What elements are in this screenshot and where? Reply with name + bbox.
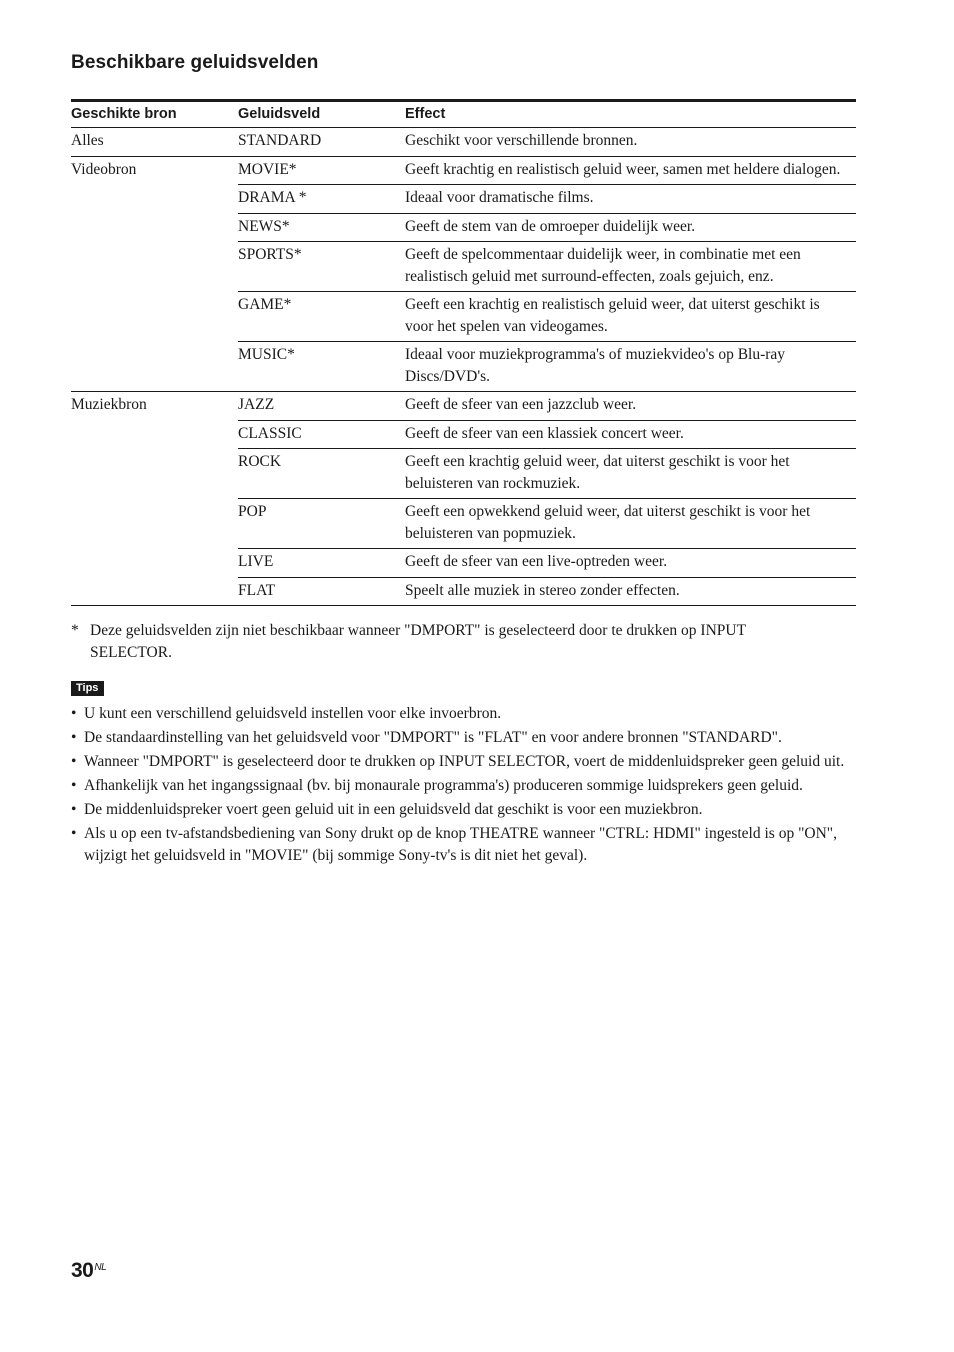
bullet-icon: • [71,705,77,722]
table-row [71,420,856,449]
cell-sound-field: GAME* [238,292,405,342]
tip-item [71,823,861,867]
cell-source [71,292,238,342]
cell-source [71,549,238,578]
cell-source [71,499,238,549]
column-header-source: Geschikte bron [71,101,238,128]
cell-sound-field: MOVIE* [238,156,405,185]
bullet-icon: • [71,825,77,842]
cell-effect: Geeft een krachtig en realistisch geluid weer, dat uiterst geschikt is voor het spelen van videogames. [405,292,856,342]
footnote [71,620,831,664]
bullet-icon: • [71,801,77,818]
cell-source: Muziekbron [71,396,147,413]
cell-source: Videobron [71,160,137,178]
tips-badge: Tips [71,681,104,696]
tip-text: De middenluidspreker voert geen geluid uit in een geluidsveld dat geschikt is voor een muziekbron. [84,801,703,818]
table-body [71,128,856,606]
footnote-mark: * [71,622,79,639]
cell-sound-field: LIVE [238,549,405,578]
table-row [71,156,856,185]
tip-item [71,775,861,797]
cell-effect: Geeft de sfeer van een jazzclub weer. [405,392,856,421]
cell-effect: Geeft de sfeer van een klassiek concert weer. [405,420,856,449]
tip-text: U kunt een verschillend geluidsveld instellen voor elke invoerbron. [84,705,502,722]
tip-text: Als u op een tv-afstandsbediening van Sony drukt op de knop THEATRE wanneer "CTRL: HDMI" ingesteld is op "ON", wijzigt het geluidsveld in "MOVIE" (bij sommige Sony-tv's is dit niet het geval). [84,825,837,864]
cell-effect: Geeft krachtig en realistisch geluid weer, samen met heldere dialogen. [405,156,856,185]
page-number [71,1259,106,1283]
cell-sound-field: JAZZ [238,392,405,421]
tips-list [71,703,861,869]
cell-source [71,185,238,214]
cell-source [71,242,238,292]
cell-effect: Ideaal voor muziekprogramma's of muziekvideo's op Blu-ray Discs/DVD's. [405,342,856,392]
table-row [71,128,856,157]
cell-sound-field: NEWS* [238,213,405,242]
cell-effect: Geeft de stem van de omroeper duidelijk weer. [405,213,856,242]
table-row [71,577,856,606]
table-row [71,449,856,499]
tip-item [71,703,861,725]
page-title: Beschikbare geluidsvelden [71,52,319,73]
table-row [71,392,856,421]
cell-sound-field: POP [238,499,405,549]
cell-sound-field: FLAT [238,577,405,606]
footnote-text: Deze geluidsvelden zijn niet beschikbaar wanneer "DMPORT" is geselecteerd door te drukken op INPUT SELECTOR. [90,622,746,661]
cell-source [71,213,238,242]
table-row [71,499,856,549]
table-row [71,549,856,578]
page-number-value: 30 [71,1259,94,1282]
cell-source [71,420,238,449]
table-row [71,242,856,292]
cell-sound-field: MUSIC* [238,342,405,392]
tip-item [71,751,861,773]
tip-text: De standaardinstelling van het geluidsveld voor "DMPORT" is "FLAT" en voor andere bronnen "STANDARD". [84,729,782,746]
column-header-effect: Effect [405,101,856,128]
cell-source [71,449,238,499]
cell-effect: Geeft de spelcommentaar duidelijk weer, in combinatie met een realistisch geluid met surround-effecten, zoals gejuich, enz. [405,242,856,292]
tip-text: Wanneer "DMPORT" is geselecteerd door te drukken op INPUT SELECTOR, voert de middenluidspreker geen geluid uit. [84,753,845,770]
cell-effect: Geschikt voor verschillende bronnen. [405,128,856,157]
cell-source: Alles [71,128,238,157]
cell-effect: Speelt alle muziek in stereo zonder effecten. [405,577,856,606]
table-row [71,213,856,242]
tip-item [71,799,861,821]
cell-effect: Ideaal voor dramatische films. [405,185,856,214]
bullet-icon: • [71,729,77,746]
table-row [71,342,856,392]
tip-text: Afhankelijk van het ingangssignaal (bv. bij monaurale programma's) produceren sommige luidsprekers geen geluid. [84,777,803,794]
table-row [71,292,856,342]
table-row [71,185,856,214]
cell-sound-field: STANDARD [238,128,405,157]
cell-sound-field: CLASSIC [238,420,405,449]
cell-sound-field: ROCK [238,449,405,499]
column-header-field: Geluidsveld [238,101,405,128]
tip-item [71,727,861,749]
bullet-icon: • [71,753,77,770]
cell-sound-field: DRAMA * [238,185,405,214]
cell-effect: Geeft een opwekkend geluid weer, dat uiterst geschikt is voor het beluisteren van popmuziek. [405,499,856,549]
cell-source [71,577,238,606]
bullet-icon: • [71,777,77,794]
sound-field-table [71,99,856,606]
page-language-suffix: NL [94,1262,107,1273]
cell-effect: Geeft de sfeer van een live-optreden weer. [405,549,856,578]
cell-effect: Geeft een krachtig geluid weer, dat uiterst geschikt is voor het beluisteren van rockmuziek. [405,449,856,499]
cell-sound-field: SPORTS* [238,242,405,292]
table-header-row [71,101,856,128]
cell-source [71,342,238,392]
